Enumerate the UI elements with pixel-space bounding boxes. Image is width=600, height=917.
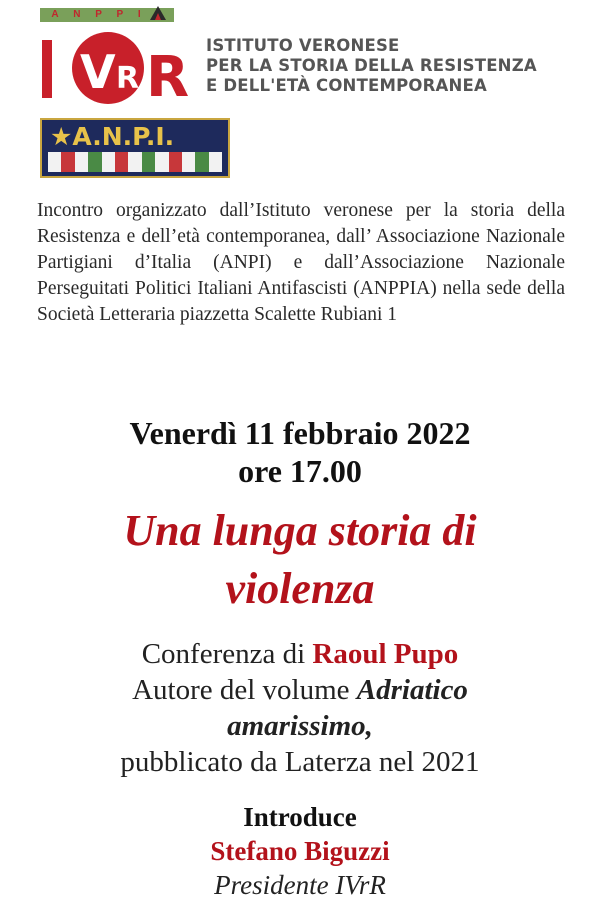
presenter-name: Stefano Biguzzi: [210, 836, 390, 866]
event-time: ore 17.00: [238, 453, 362, 489]
speaker-name: Raoul Pupo: [312, 638, 459, 670]
event-date: Venerdì 11 febbraio 2022: [129, 415, 471, 451]
author-prefix: Autore del volume: [132, 674, 350, 706]
ivrr-logo: [40, 30, 190, 110]
ivrr-institute-name: [206, 36, 576, 96]
anppia-letter: P: [116, 9, 124, 20]
anppia-emblem-icon: [148, 4, 168, 22]
introduction-block: [0, 800, 600, 902]
anpi-flag-stripes: [48, 152, 222, 172]
anppia-letter: A: [51, 9, 59, 20]
anpi-logo-text: ★A.N.P.I.: [50, 122, 175, 151]
book-title-cont: amarissimo,: [227, 710, 373, 742]
svg-text:R: R: [116, 61, 140, 96]
introduce-label: Introduce: [243, 802, 357, 832]
book-title: Adriatico: [356, 674, 468, 706]
event-datetime: [0, 414, 600, 490]
intro-paragraph: [37, 198, 565, 328]
anppia-letter: N: [73, 9, 81, 20]
conference-prefix: Conferenza di: [141, 638, 306, 670]
svg-text:R: R: [146, 45, 190, 110]
anppia-letter: P: [95, 9, 102, 20]
conference-info: [0, 636, 600, 780]
ivrr-name-line: PER LA STORIA DELLA RESISTENZA: [206, 56, 537, 75]
publisher-info: pubblicato da Laterza nel 2021: [120, 746, 480, 778]
presenter-role: Presidente IVrR: [214, 870, 386, 900]
event-title: [0, 502, 600, 618]
event-title-line: violenza: [225, 564, 375, 613]
event-title-line: Una lunga storia di: [123, 506, 477, 555]
svg-text:V: V: [80, 45, 116, 99]
anppia-letter: I: [137, 9, 141, 20]
ivrr-name-line: ISTITUTO VERONESE: [206, 36, 400, 55]
anpi-logo: [40, 118, 230, 178]
intro-text: Incontro organizzato dall’Istituto veronese per la storia della Resistenza e dell’età contemporanea, dall’ Associazione Nazionale Partigiani d’Italia (ANPI) e dall’Associazione Nazionale Perseguitati Politici Italiani Antifascisti (ANPPIA) nella sede della Società Letteraria piazzetta Scalette Rubiani 1: [37, 200, 565, 325]
ivrr-name-line: E DELL'ETÀ CONTEMPORANEA: [206, 76, 487, 95]
